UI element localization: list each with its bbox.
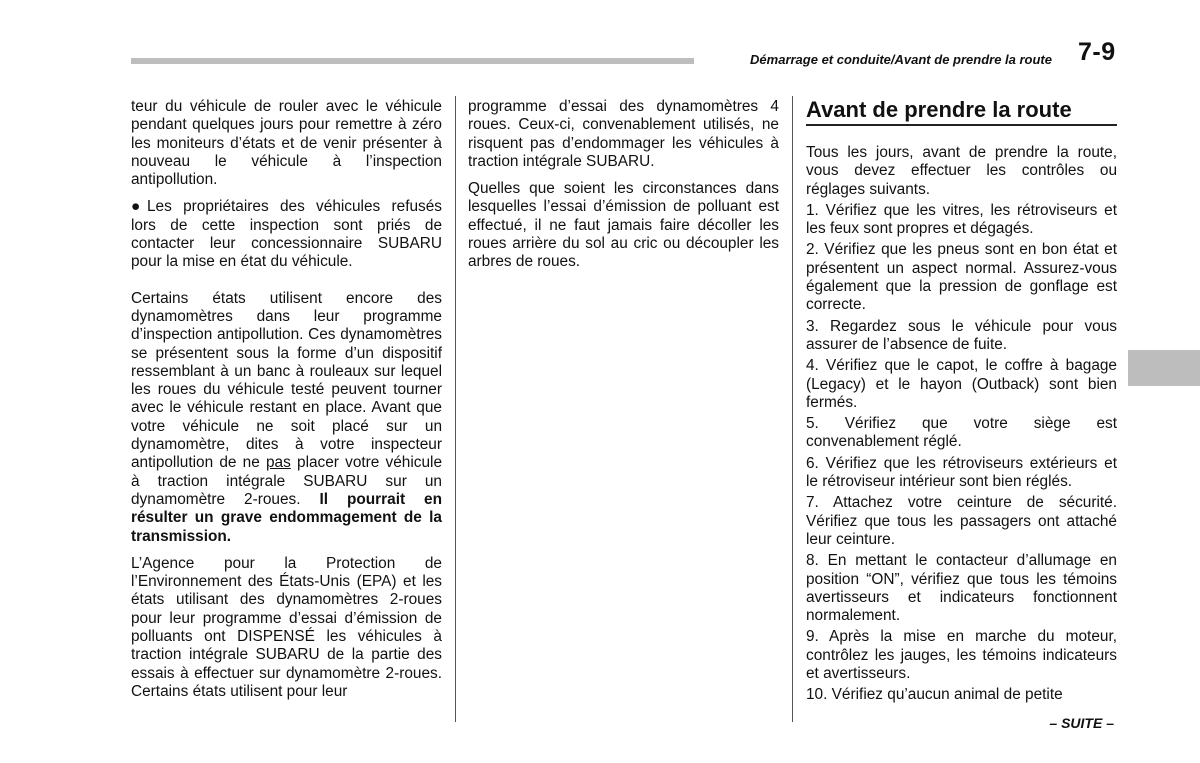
list-item: 9. Après la mise en marche du moteur, contrôlez les jauges, les témoins indicateurs et avertisseurs. [806,628,1117,683]
paragraph: L’Agence pour la Protection de l’Environnement des États-Unis (EPA) et les états utilisant des dynamomètres 2-roues pour leur programme d’essai d’émission de polluants ont DISPENSÉ les véhicules à traction intégrale SUBARU de la partie des essais à effectuer sur dynamomètre 2-roues. Certains états utilisent pour leur [131,554,442,700]
column-divider-right [792,96,793,722]
page-number: 7-9 [1078,38,1116,66]
list-item: 7. Attachez votre ceinture de sécurité. Vérifiez que tous les passagers ont attaché leur ceinture. [806,494,1117,548]
section-heading-rule [806,124,1117,126]
list-item: 4. Vérifiez que le capot, le coffre à bagage (Legacy) et le hayon (Outback) sont bien fermés. [806,357,1117,411]
left-column [131,98,442,710]
continued-label: – SUITE – [1049,715,1114,731]
paragraph: Quelles que soient les circonstances dans lesquelles l’essai d’émission de polluant est effectué, il ne faut jamais faire décoller les roues arrière du sol au cric ou découpler les arbres de roues. [468,180,779,271]
bullet-paragraph [131,198,442,271]
text-run: placer votre véhicule à traction intégrale SUBARU sur un dynamomètre 2-roues. [131,454,442,508]
section-heading: Avant de prendre la route [806,97,1072,122]
header-rule [131,58,694,64]
list-item: 5. Vérifiez que votre siège est convenablement réglé. [806,415,1117,451]
right-column [806,144,1117,708]
middle-column [468,98,779,281]
paragraph [131,290,442,546]
intro-paragraph: Tous les jours, avant de prendre la route, vous devez effectuer les contrôles ou réglages suivants. [806,144,1117,198]
bullet-icon: ● [131,198,141,216]
underlined-word: pas [265,454,291,472]
list-item: 6. Vérifiez que les rétroviseurs extérieurs et le rétroviseur intérieur sont bien réglés. [806,454,1117,491]
list-item: 2. Vérifiez que les pneus sont en bon état et présentent un aspect normal. Assurez-vous également que la pression de gonflage est correcte. [806,241,1117,314]
chapter-tab [1128,350,1200,386]
running-header: Démarrage et conduite/Avant de prendre la route [750,52,1052,67]
paragraph: programme d’essai des dynamomètres 4 roues. Ceux-ci, convenablement utilisés, ne risquent pas d’endommager les véhicules à traction intégrale SUBARU. [468,98,779,170]
bullet-text: Les propriétaires des véhicules refusés lors de cette inspection sont priés de contacter leur concessionnaire SUBARU pour la mise en état du véhicule. [131,198,442,271]
list-item: 3. Regardez sous le véhicule pour vous assurer de l’absence de fuite. [806,317,1117,353]
column-divider-left [455,96,456,722]
bold-warning: Il pourrait en résulter un grave endommagement de la transmission. [131,490,442,545]
paragraph: teur du véhicule de rouler avec le véhicule pendant quelques jours pour remettre à zéro les moniteurs d’états et de venir présenter à nouveau le véhicule à l’inspection antipollution. [131,98,442,189]
text-run: Certains états utilisent encore des dynamomètres dans leur programme d’inspection antipollution. Ces dynamomètres se présentent sous la forme d’un dispositif ressemblant à un banc à rouleaux sur lequel les roues du véhicule testé peuvent tourner avec le véhicule restant en place. Avant que votre véhicule ne soit placé sur un dynamomètre, dites à votre inspecteur antipollution de ne [131,289,442,472]
list-item: 10. Vérifiez qu’aucun animal de petite [806,686,1063,704]
list-item: 8. En mettant le contacteur d’allumage en position “ON”, vérifiez que tous les témoins avertisseurs et indicateurs fonctionnent normalement. [806,552,1117,625]
list-item: 1. Vérifiez que les vitres, les rétroviseurs et les feux sont propres et dégagés. [806,201,1117,238]
